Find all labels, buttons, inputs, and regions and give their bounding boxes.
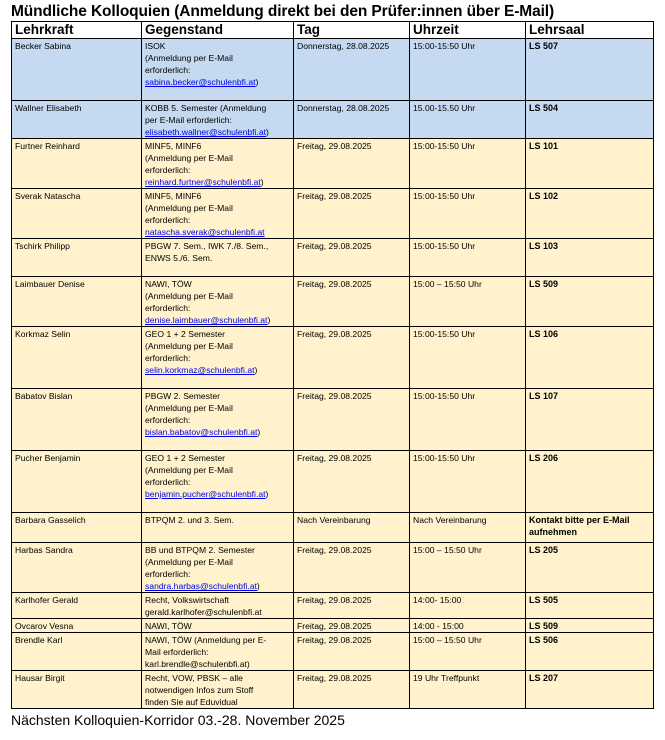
teacher-cell: Harbas Sandra (12, 543, 142, 593)
subject-line: Mail erforderlich: (145, 647, 209, 657)
subject-line: (Anmeldung per E-Mail (145, 465, 233, 475)
day-cell: Freitag, 29.08.2025 (294, 619, 410, 633)
email-link[interactable]: natascha.sverak@schulenbfi.at (145, 227, 265, 237)
table-row (12, 139, 654, 189)
email-link[interactable]: selin.korkmaz@schulenbfi.at (145, 365, 255, 375)
time-cell: 15:00-15:50 Uhr (410, 451, 526, 513)
subject-line: GEO 1 + 2 Semester (145, 453, 226, 463)
day-cell: Freitag, 29.08.2025 (294, 189, 410, 239)
room-cell: LS 206 (526, 451, 654, 513)
teacher-cell: Becker Sabina (12, 39, 142, 101)
email-line (145, 364, 290, 376)
teacher-cell: Babatov Bislan (12, 389, 142, 451)
day-cell: Freitag, 29.08.2025 (294, 543, 410, 593)
subject-line: BTPQM 2. und 3. Sem. (145, 515, 234, 525)
subject-line: (Anmeldung per E-Mail (145, 53, 233, 63)
email-line (145, 314, 290, 326)
email-line (145, 226, 290, 238)
table-row (12, 671, 654, 709)
time-cell: 15:00-15:50 Uhr (410, 189, 526, 239)
day-cell: Donnerstag, 28.08.2025 (294, 39, 410, 101)
subject-line: (Anmeldung per E-Mail (145, 291, 233, 301)
time-cell: 14:00 - 15:00 (410, 619, 526, 633)
email-link[interactable]: bislan.babatov@schulenbfi.at (145, 427, 258, 437)
table-row (12, 451, 654, 513)
header-time: Uhrzeit (410, 22, 526, 39)
subject-line: PBGW 7. Sem., IWK 7./8. Sem., (145, 241, 269, 251)
table-row (12, 619, 654, 633)
subject-line: Recht, Volkswirtschaft (145, 595, 230, 605)
subject-cell (142, 277, 294, 327)
time-cell: 15:00-15:50 Uhr (410, 139, 526, 189)
subject-line: erforderlich: (145, 569, 191, 579)
subject-cell (142, 671, 294, 709)
teacher-cell: Ovcarov Vesna (12, 619, 142, 633)
teacher-cell: Wallner Elisabeth (12, 101, 142, 139)
table-row (12, 593, 654, 619)
time-cell: Nach Vereinbarung (410, 513, 526, 543)
email-link[interactable]: sabina.becker@schulenbfi.at (145, 77, 256, 87)
subject-cell (142, 451, 294, 513)
email-link[interactable]: elisabeth.wallner@schulenbfi.at (145, 127, 266, 137)
table-row (12, 389, 654, 451)
subject-cell (142, 543, 294, 593)
room-cell: LS 102 (526, 189, 654, 239)
subject-cell (142, 513, 294, 543)
room-cell: LS 509 (526, 277, 654, 327)
subject-line: ISOK (145, 41, 166, 51)
header-room: Lehrsaal (526, 22, 654, 39)
day-cell: Freitag, 29.08.2025 (294, 671, 410, 709)
subject-cell (142, 389, 294, 451)
header-subject: Gegenstand (142, 22, 294, 39)
email-line (145, 426, 290, 438)
day-cell: Freitag, 29.08.2025 (294, 139, 410, 189)
email-suffix: ) (267, 315, 271, 325)
email-line (145, 76, 290, 88)
subject-cell (142, 239, 294, 277)
subject-line: (Anmeldung per E-Mail (145, 557, 233, 567)
time-cell: 15:00-15:50 Uhr (410, 239, 526, 277)
table-row (12, 513, 654, 543)
teacher-cell: Karlhofer Gerald (12, 593, 142, 619)
day-cell: Freitag, 29.08.2025 (294, 239, 410, 277)
time-cell: 15:00 – 15:50 Uhr (410, 633, 526, 671)
time-cell: 15:00-15:50 Uhr (410, 327, 526, 389)
time-cell: 15:00-15:50 Uhr (410, 39, 526, 101)
subject-cell (142, 101, 294, 139)
room-cell: LS 103 (526, 239, 654, 277)
email-line (145, 580, 290, 592)
subject-line: KOBB 5. Semester (Anmeldung (145, 103, 267, 113)
email-suffix: ) (266, 127, 269, 137)
day-cell: Freitag, 29.08.2025 (294, 593, 410, 619)
email-line (145, 488, 290, 500)
room-cell: LS 106 (526, 327, 654, 389)
teacher-cell: Korkmaz Selin (12, 327, 142, 389)
email-suffix: ) (254, 365, 258, 375)
subject-line: (Anmeldung per E-Mail (145, 153, 233, 163)
subject-line: erforderlich: (145, 303, 191, 313)
room-cell: LS 205 (526, 543, 654, 593)
colloquium-table (11, 21, 654, 709)
subject-cell (142, 139, 294, 189)
room-cell: LS 506 (526, 633, 654, 671)
subject-line: (Anmeldung per E-Mail (145, 403, 233, 413)
day-cell: Freitag, 29.08.2025 (294, 389, 410, 451)
subject-line: gerald.karlhofer@schulenbfi.at (145, 607, 262, 617)
subject-line: erforderlich: (145, 65, 191, 75)
subject-cell (142, 593, 294, 619)
subject-line: PBGW 2. Semester (145, 391, 220, 401)
subject-line: erforderlich: (145, 165, 191, 175)
subject-line: BB und BTPQM 2. Semester (145, 545, 255, 555)
subject-line: GEO 1 + 2 Semester (145, 329, 226, 339)
room-cell: LS 505 (526, 593, 654, 619)
subject-line: NAWI, TÖW (145, 621, 192, 631)
subject-line: finden Sie auf Eduvidual (145, 697, 238, 707)
time-cell: 15.00-15.50 Uhr (410, 101, 526, 139)
teacher-cell: Hausar Birgit (12, 671, 142, 709)
room-cell: LS 507 (526, 39, 654, 101)
room-cell: LS 207 (526, 671, 654, 709)
email-suffix: ) (260, 177, 264, 187)
table-row (12, 101, 654, 139)
time-cell: 19 Uhr Treffpunkt (410, 671, 526, 709)
table-row (12, 543, 654, 593)
table-row (12, 189, 654, 239)
subject-line: erforderlich: (145, 215, 191, 225)
teacher-cell: Brendle Karl (12, 633, 142, 671)
subject-line: (Anmeldung per E-Mail (145, 203, 233, 213)
day-cell: Freitag, 29.08.2025 (294, 327, 410, 389)
day-cell: Freitag, 29.08.2025 (294, 451, 410, 513)
time-cell: 15:00 – 15:50 Uhr (410, 277, 526, 327)
subject-cell (142, 633, 294, 671)
table-row (12, 39, 654, 101)
page-title: Mündliche Kolloquien (Anmeldung direkt bei den Prüfer:innen über E-Mail) (11, 3, 555, 20)
subject-line: Recht, VOW, PBSK – alle (145, 673, 243, 683)
day-cell: Nach Vereinbarung (294, 513, 410, 543)
table-row (12, 277, 654, 327)
table-row (12, 239, 654, 277)
email-suffix: ) (265, 489, 269, 499)
email-line (145, 126, 290, 138)
teacher-cell: Pucher Benjamin (12, 451, 142, 513)
day-cell: Freitag, 29.08.2025 (294, 633, 410, 671)
teacher-cell: Barbara Gasselich (12, 513, 142, 543)
email-line (145, 176, 290, 188)
subject-line: MINF5, MINF6 (145, 141, 202, 151)
teacher-cell: Tschirk Philipp (12, 239, 142, 277)
subject-line: erforderlich: (145, 353, 191, 363)
time-cell: 14:00- 15:00 (410, 593, 526, 619)
table-header-row (12, 22, 654, 39)
day-cell: Donnerstag, 28.08.2025 (294, 101, 410, 139)
email-link[interactable]: benjamin.pucher@schulenbfi.at (145, 489, 266, 499)
subject-line: NAWI, TÖW (Anmeldung per E- (145, 635, 267, 645)
room-cell: LS 509 (526, 619, 654, 633)
subject-line: MINF5, MINF6 (145, 191, 202, 201)
subject-cell (142, 619, 294, 633)
teacher-cell: Furtner Reinhard (12, 139, 142, 189)
table-row (12, 633, 654, 671)
subject-cell (142, 189, 294, 239)
email-suffix: ) (255, 77, 259, 87)
table-row (12, 327, 654, 389)
email-link[interactable]: reinhard.furtner@schulenbfi.at (145, 177, 261, 187)
email-link[interactable]: denise.laimbauer@schulenbfi.at (145, 315, 268, 325)
email-link[interactable]: sandra.harbas@schulenbfi.at (145, 581, 257, 591)
subject-line: per E-Mail erforderlich: (145, 115, 232, 125)
time-cell: 15:00 – 15:50 Uhr (410, 543, 526, 593)
email-suffix: ) (256, 581, 260, 591)
header-teacher: Lehrkraft (12, 22, 142, 39)
subject-line: erforderlich: (145, 477, 191, 487)
teacher-cell: Sverak Natascha (12, 189, 142, 239)
subject-line: notwendigen Infos zum Stoff (145, 685, 254, 695)
room-cell: LS 101 (526, 139, 654, 189)
teacher-cell: Laimbauer Denise (12, 277, 142, 327)
email-suffix: ) (257, 427, 261, 437)
time-cell: 15:00-15:50 Uhr (410, 389, 526, 451)
day-cell: Freitag, 29.08.2025 (294, 277, 410, 327)
header-day: Tag (294, 22, 410, 39)
subject-line: erforderlich: (145, 415, 191, 425)
subject-line: karl.brendle@schulenbfi.at) (145, 659, 250, 669)
footer-note: Nächsten Kolloquien-Korridor 03.-28. November 2025 (11, 712, 345, 728)
room-cell: LS 504 (526, 101, 654, 139)
subject-cell (142, 39, 294, 101)
subject-cell (142, 327, 294, 389)
subject-line: NAWI, TÖW (145, 279, 192, 289)
subject-line: ENWS 5./6. Sem. (145, 253, 213, 263)
room-cell: Kontakt bitte per E-Mail aufnehmen (526, 513, 654, 543)
subject-line: (Anmeldung per E-Mail (145, 341, 233, 351)
room-cell: LS 107 (526, 389, 654, 451)
